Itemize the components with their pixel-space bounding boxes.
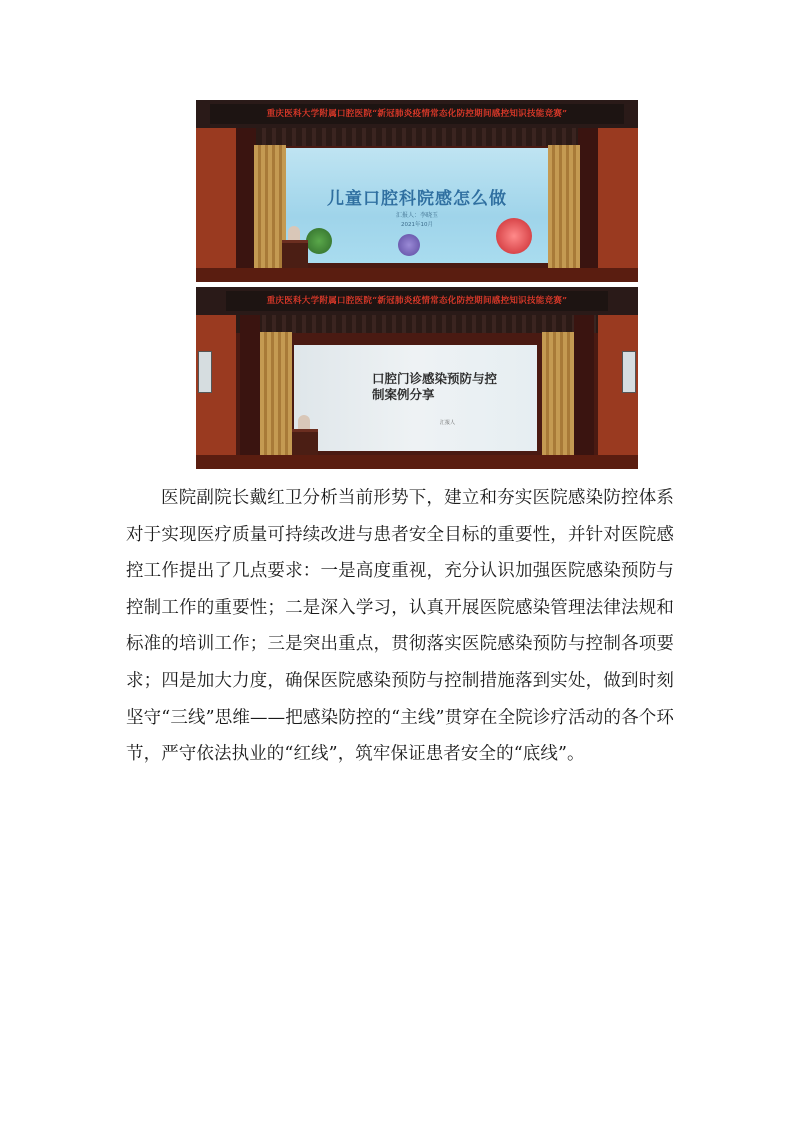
stage-valance — [236, 128, 598, 146]
stage-curtain — [578, 128, 598, 270]
stage-curtain — [240, 315, 260, 457]
stage-floor — [196, 268, 638, 282]
stage-curtain — [236, 128, 256, 270]
virus-icon — [496, 218, 532, 254]
conference-photo-2 — [196, 287, 638, 469]
stage-wall-right — [598, 128, 638, 282]
virus-icon — [306, 228, 332, 254]
stage-curtain-gold — [260, 332, 292, 457]
slide-reporter: 汇报人：李晓玉 — [395, 212, 438, 219]
virus-icon — [398, 234, 420, 256]
stage-banner: 重庆医科大学附属口腔医院“新冠肺炎疫情常态化防控期间感控知识技能竞赛” — [210, 104, 624, 124]
stage-wall-left — [196, 128, 236, 282]
slide-title: 口腔门诊感染预防与控制案例分享 — [372, 371, 498, 402]
conference-photo-1 — [196, 100, 638, 282]
stage-curtain-gold — [548, 145, 580, 270]
slide-title: 儿童口腔科院感怎么做 — [327, 189, 507, 209]
stage-floor — [196, 455, 638, 469]
projection-screen — [294, 345, 537, 451]
stage-curtain — [574, 315, 594, 457]
slide-reporter: 汇报人 — [440, 420, 456, 426]
stage-banner: 重庆医科大学附属口腔医院“新冠肺炎疫情常态化防控期间感控知识技能竞赛” — [226, 291, 608, 311]
side-screen — [622, 351, 636, 393]
slide-date: 2021年10月 — [401, 222, 433, 228]
stage-curtain-gold — [542, 332, 574, 457]
side-screen — [198, 351, 212, 393]
stage-valance — [236, 315, 598, 333]
body-paragraph: 医院副院长戴红卫分析当前形势下，建立和夯实医院感染防控体系对于实现医疗质量可持续改进与患者安全目标的重要性，并针对医院感控工作提出了几点要求：一是高度重视，充分认识加强医院感染预防与控制工作的重要性；二是深入学习，认真开展医院感染管理法律法规和标准的培训工作；三是突出重点，贯彻落实医院感染预防与控制各项要求；四是加大力度，确保医院感染预防与控制措施落到实处，做到时刻坚守“三线”思维——把感染防控的“主线”贯穿在全院诊疗活动的各个环节，严守依法执业的“红线”，筑牢保证患者安全的“底线”。 — [126, 488, 674, 765]
projection-screen — [286, 148, 548, 263]
